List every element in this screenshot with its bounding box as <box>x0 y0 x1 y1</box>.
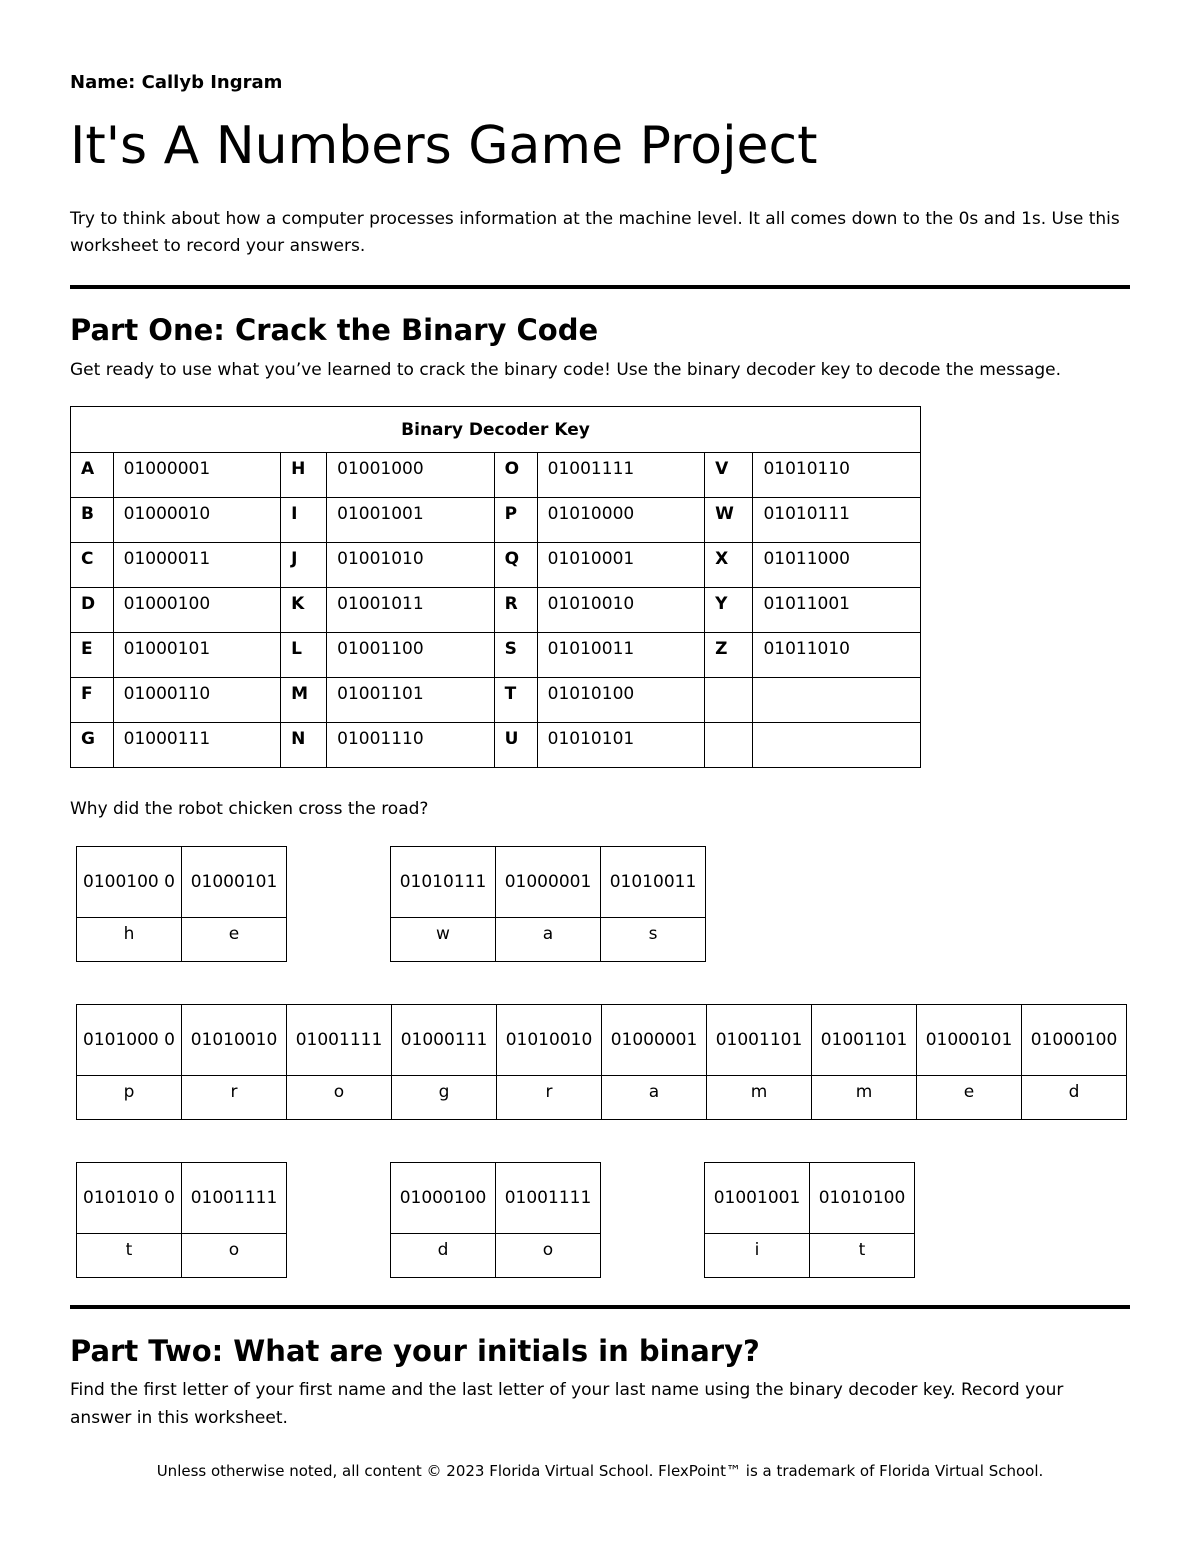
key-row <box>71 588 921 633</box>
decoded-letter-cell[interactable]: o <box>182 1234 287 1278</box>
key-binary-code: 01000111 <box>113 723 281 768</box>
decoded-letter-cell[interactable]: g <box>392 1076 497 1120</box>
key-binary-code: 01000100 <box>113 588 281 633</box>
part-one-instructions: Get ready to use what you’ve learned to crack the binary code! Use the binary decoder key to decode the message. <box>70 360 1062 380</box>
key-binary-code: 01010000 <box>537 498 705 543</box>
key-binary-code: 01000011 <box>113 543 281 588</box>
decoded-letter-cell[interactable]: r <box>497 1076 602 1120</box>
key-binary-code: 01010011 <box>537 633 705 678</box>
key-letter: W <box>705 498 753 543</box>
decoded-letter-cell[interactable]: m <box>812 1076 917 1120</box>
key-row <box>71 633 921 678</box>
part-two-instructions: Find the first letter of your first name and the last letter of your last name using the binary decoder key. Record your answer in this worksheet. <box>70 1380 1064 1428</box>
decoded-letter-cell[interactable]: r <box>182 1076 287 1120</box>
decoded-word-table <box>390 1162 601 1278</box>
binary-code-cell: 01010111 <box>391 847 496 918</box>
page-title: It's A Numbers Game Project <box>70 116 818 176</box>
key-binary-code: 01001111 <box>537 453 705 498</box>
key-binary-code: 01001000 <box>327 453 495 498</box>
key-letter: I <box>281 498 327 543</box>
key-binary-code: 01001010 <box>327 543 495 588</box>
binary-code-cell: 0101010 0 <box>77 1163 182 1234</box>
decoded-letter-cell[interactable]: m <box>707 1076 812 1120</box>
key-letter: V <box>705 453 753 498</box>
binary-code-cell: 01001111 <box>287 1005 392 1076</box>
decoded-letter-cell[interactable]: o <box>496 1234 601 1278</box>
key-binary-code: 01010101 <box>537 723 705 768</box>
key-binary-code: 01011010 <box>753 633 921 678</box>
decoded-letter-cell[interactable]: a <box>496 918 601 962</box>
key-row <box>71 453 921 498</box>
binary-code-cell: 01010011 <box>601 847 706 918</box>
key-letter: B <box>71 498 114 543</box>
key-letter: U <box>494 723 537 768</box>
binary-decoder-key-table <box>70 406 921 768</box>
key-row <box>71 498 921 543</box>
key-binary-code: 01001100 <box>327 633 495 678</box>
decoded-word-table <box>76 846 287 962</box>
decoded-letter-cell[interactable]: t <box>77 1234 182 1278</box>
key-binary-code: 01000110 <box>113 678 281 723</box>
decoded-letter-cell[interactable]: w <box>391 918 496 962</box>
binary-code-cell: 01000100 <box>391 1163 496 1234</box>
key-letter: H <box>281 453 327 498</box>
key-letter: E <box>71 633 114 678</box>
key-row <box>71 543 921 588</box>
binary-code-cell: 0101000 0 <box>77 1005 182 1076</box>
decoded-word-table <box>76 1162 287 1278</box>
binary-code-cell: 01001111 <box>496 1163 601 1234</box>
binary-code-cell: 01000101 <box>917 1005 1022 1076</box>
decoded-word-table <box>704 1162 915 1278</box>
binary-code-cell: 01001101 <box>812 1005 917 1076</box>
key-letter: Q <box>494 543 537 588</box>
key-letter: F <box>71 678 114 723</box>
binary-code-cell: 01000001 <box>602 1005 707 1076</box>
key-letter <box>705 678 753 723</box>
key-binary-code: 01010110 <box>753 453 921 498</box>
key-binary-code: 01010100 <box>537 678 705 723</box>
key-binary-code <box>753 678 921 723</box>
intro-text: Try to think about how a computer processes information at the machine level. It all comes down to the 0s and 1s. Use this worksheet to record your answers. <box>70 209 1120 256</box>
decoded-letter-cell[interactable]: e <box>182 918 287 962</box>
decoded-letter-cell[interactable]: s <box>601 918 706 962</box>
key-letter: O <box>494 453 537 498</box>
key-letter: R <box>494 588 537 633</box>
binary-code-cell: 01001111 <box>182 1163 287 1234</box>
copyright-footer: Unless otherwise noted, all content © 2023 Florida Virtual School. FlexPoint™ is a trademark of Florida Virtual School. <box>156 1462 1044 1480</box>
decoded-letter-cell[interactable]: o <box>287 1076 392 1120</box>
key-binary-code: 01010010 <box>537 588 705 633</box>
section-divider <box>70 1305 1130 1309</box>
key-binary-code: 01011000 <box>753 543 921 588</box>
key-letter: M <box>281 678 327 723</box>
binary-code-cell: 01010010 <box>497 1005 602 1076</box>
key-letter: X <box>705 543 753 588</box>
binary-code-cell: 01001101 <box>707 1005 812 1076</box>
key-binary-code: 01010111 <box>753 498 921 543</box>
key-letter: P <box>494 498 537 543</box>
key-letter: C <box>71 543 114 588</box>
key-letter: A <box>71 453 114 498</box>
decoded-letter-cell[interactable]: h <box>77 918 182 962</box>
key-letter: Z <box>705 633 753 678</box>
key-letter: Y <box>705 588 753 633</box>
key-letter: T <box>494 678 537 723</box>
decoded-word-table <box>390 846 706 962</box>
binary-code-cell: 01000101 <box>182 847 287 918</box>
key-binary-code: 01001011 <box>327 588 495 633</box>
key-row <box>71 723 921 768</box>
key-letter: G <box>71 723 114 768</box>
binary-code-cell: 01000111 <box>392 1005 497 1076</box>
key-binary-code: 01011001 <box>753 588 921 633</box>
key-table-title: Binary Decoder Key <box>71 407 921 453</box>
binary-code-cell: 01000100 <box>1022 1005 1127 1076</box>
part-one-heading: Part One: Crack the Binary Code <box>70 313 599 347</box>
decoded-letter-cell[interactable]: e <box>917 1076 1022 1120</box>
decoded-letter-cell[interactable]: d <box>1022 1076 1127 1120</box>
key-binary-code <box>753 723 921 768</box>
key-row <box>71 678 921 723</box>
decoded-letter-cell[interactable]: t <box>810 1234 915 1278</box>
binary-code-cell: 01000001 <box>496 847 601 918</box>
binary-code-cell: 01010010 <box>182 1005 287 1076</box>
key-binary-code: 01001001 <box>327 498 495 543</box>
decoded-letter-cell[interactable]: d <box>391 1234 496 1278</box>
key-binary-code: 01000001 <box>113 453 281 498</box>
binary-code-cell: 01010100 <box>810 1163 915 1234</box>
binary-code-cell: 0100100 0 <box>77 847 182 918</box>
part-two-heading: Part Two: What are your initials in binary? <box>70 1334 760 1368</box>
decoded-letter-cell[interactable]: a <box>602 1076 707 1120</box>
key-letter: S <box>494 633 537 678</box>
key-letter: K <box>281 588 327 633</box>
key-letter <box>705 723 753 768</box>
key-letter: D <box>71 588 114 633</box>
key-binary-code: 01010001 <box>537 543 705 588</box>
decoded-letter-cell[interactable]: i <box>705 1234 810 1278</box>
key-letter: N <box>281 723 327 768</box>
decoded-word-table <box>76 1004 1127 1120</box>
key-binary-code: 01000101 <box>113 633 281 678</box>
binary-code-cell: 01001001 <box>705 1163 810 1234</box>
key-binary-code: 01001101 <box>327 678 495 723</box>
student-name: Name: Callyb Ingram <box>70 72 283 93</box>
section-divider <box>70 285 1130 289</box>
key-binary-code: 01000010 <box>113 498 281 543</box>
riddle-question: Why did the robot chicken cross the road? <box>70 799 429 819</box>
decoded-letter-cell[interactable]: p <box>77 1076 182 1120</box>
key-letter: L <box>281 633 327 678</box>
key-letter: J <box>281 543 327 588</box>
key-binary-code: 01001110 <box>327 723 495 768</box>
